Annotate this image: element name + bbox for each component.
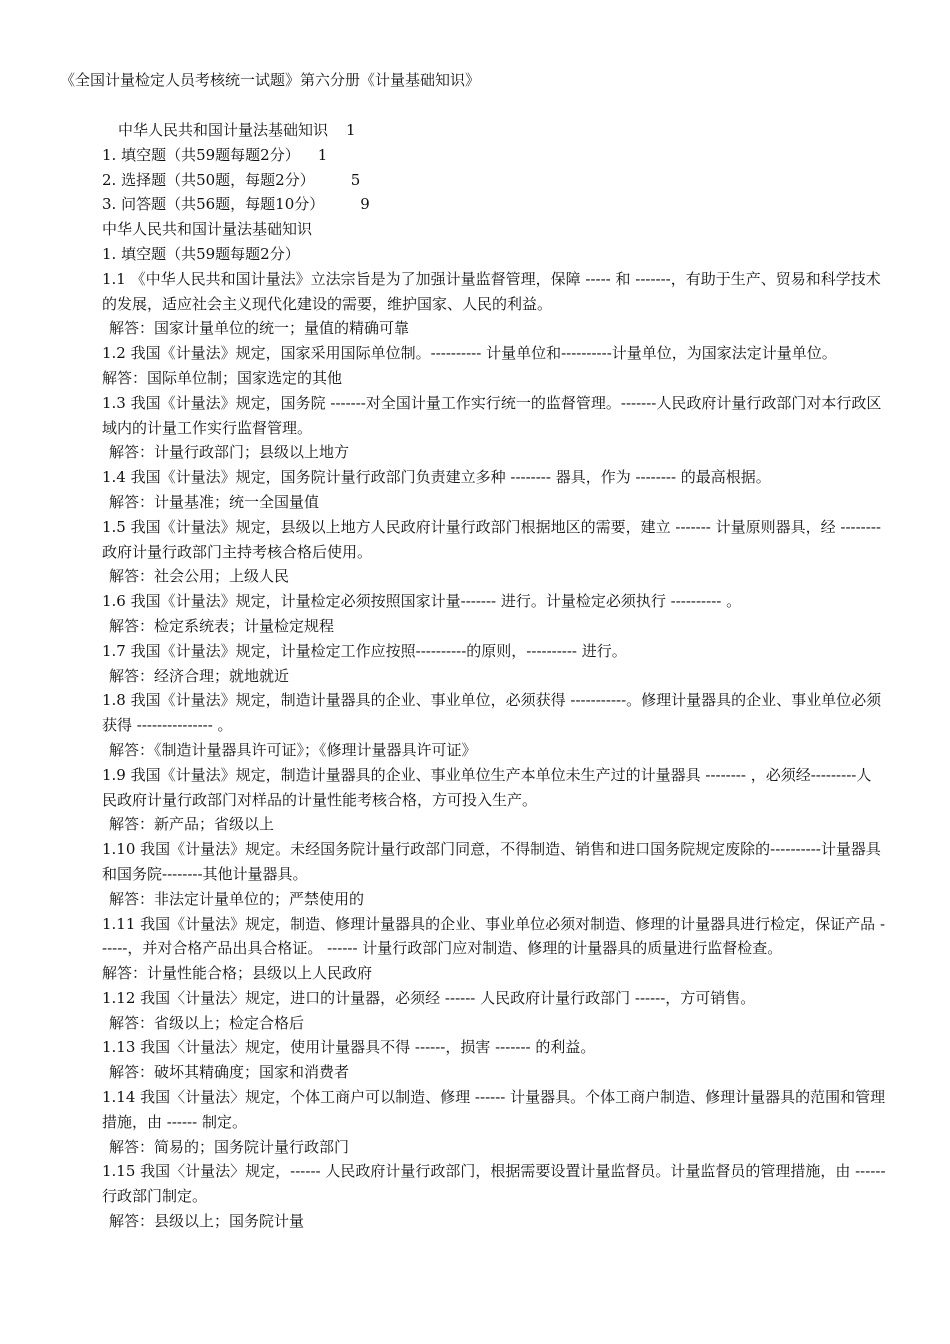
- question-text: 1.2 我国《计量法》规定，国家采用国际单位制。---------- 计量单位和----------计量单位，为国家法定计量单位。: [102, 344, 837, 363]
- document-title: 《全国计量检定人员考核统一试题》第六分册《计量基础知识》: [60, 71, 481, 89]
- toc-entry-page: 5: [350, 170, 361, 189]
- toc-entry-text: 1. 填空题（共59题每题2分）: [102, 145, 300, 164]
- toc-entry-text: 3. 问答题（共56题，每题10分）: [102, 195, 325, 214]
- answer-text: 解答：《制造计量器具许可证》；《修理计量器具许可证》: [109, 740, 477, 759]
- section-subheading: 1. 填空题（共59题每题2分）: [102, 244, 300, 263]
- question-text: 1.8 我国《计量法》规定，制造计量器具的企业、事业单位，必须获得 -----------。修理计量器具的企业、事业单位必须获得 --------------- 。: [102, 691, 882, 735]
- answer-text: 解答：检定系统表；计量检定规程: [109, 616, 335, 635]
- question-text: 1.6 我国《计量法》规定，计量检定必须按照国家计量------- 进行。计量检定必须执行 ---------- 。: [102, 592, 742, 611]
- answer-text: 解答：社会公用；上级人民: [109, 567, 290, 586]
- toc-entry-text: 中华人民共和国计量法基础知识: [118, 121, 329, 139]
- toc-entry[interactable]: [102, 192, 886, 217]
- toc-entry-page: 9: [360, 195, 370, 214]
- toc-entry[interactable]: [102, 118, 886, 143]
- question-text: 1.1 《中华人民共和国计量法》立法宗旨是为了加强计量监督管理，保障 ----- 和 -------，有助于生产、贸易和科学技术的发展，适应社会主义现代化建设的需要，维护国家、人民的利益。: [102, 269, 881, 313]
- question-text: 1.13 我国〈计量法〉规定，使用计量器具不得 ------，损害 ------- 的利益。: [102, 1038, 596, 1057]
- question-text: 1.9 我国《计量法》规定，制造计量器具的企业、事业单位生产本单位未生产过的计量器具 -------- ，必须经---------人民政府计量行政部门对样品的计量性能考核合格，方可投入生产。: [102, 765, 872, 809]
- question-text: 1.4 我国《计量法》规定，国务院计量行政部门负责建立多种 -------- 器具，作为 -------- 的最高根据。: [102, 468, 771, 487]
- answer-text: 解答：省级以上；检定合格后: [109, 1013, 305, 1032]
- answer-text: 解答：经济合理；就地就近: [109, 666, 290, 685]
- question-text: 1.14 我国〈计量法〉规定，个体工商户可以制造、修理 ------ 计量器具。个体工商户制造、修理计量器具的范围和管理措施，由 ------ 制定。: [102, 1088, 886, 1131]
- answer-text: 解答：非法定计量单位的；严禁使用的: [109, 889, 365, 908]
- question-text: 1.15 我国〈计量法〉规定，------ 人民政府计量行政部门，根据需要设置计量监督员。计量监督员的管理措施，由 ------ 行政部门制定。: [102, 1162, 886, 1206]
- answer-text: 解答：计量行政部门；县级以上地方: [109, 443, 350, 462]
- answer-text: 解答：国际单位制；国家选定的其他: [102, 368, 343, 387]
- toc-entry[interactable]: [102, 143, 886, 168]
- answer-text: 解答：简易的；国务院计量行政部门: [109, 1137, 350, 1156]
- answer-text: 解答：破坏其精确度；国家和消费者: [109, 1063, 350, 1082]
- question-text: 1.12 我国〈计量法〉规定，进口的计量器，必须经 ------ 人民政府计量行政部门 ------，方可销售。: [102, 988, 756, 1007]
- toc-entry-page: 1: [346, 121, 356, 139]
- answer-text: 解答：计量性能合格；县级以上人民政府: [102, 964, 373, 983]
- answer-text: 解答：县级以上；国务院计量: [109, 1212, 305, 1231]
- document-body: [102, 118, 886, 1234]
- question-text: 1.10 我国《计量法》规定。未经国务院计量行政部门同意，不得制造、销售和进口国务院规定废除的----------计量器具和国务院--------其他计量器具。: [102, 840, 881, 883]
- answer-text: 解答：新产品；省级以上: [109, 815, 275, 834]
- section-heading: 中华人民共和国计量法基础知识: [102, 220, 313, 239]
- question-text: 1.7 我国《计量法》规定，计量检定工作应按照----------的原则，---------- 进行。: [102, 641, 627, 660]
- answer-text: 解答：国家计量单位的统一；量值的精确可靠: [109, 319, 410, 338]
- question-text: 1.11 我国《计量法》规定，制造、修理计量器具的企业、事业单位必须对制造、修理的计量器具进行检定，保证产品 ------，并对合格产品出具合格证。 ------ 计量行政部门应对制造、修理的计量器具的质量进行监督检查。: [102, 914, 886, 958]
- toc-entry-page: 1: [317, 145, 328, 164]
- question-text: 1.3 我国《计量法》规定，国务院 -------对全国计量工作实行统一的监督管理。-------人民政府计量行政部门对本行政区域内的计量工作实行监督管理。: [102, 393, 882, 437]
- toc-entry[interactable]: [102, 168, 886, 193]
- answer-text: 解答：计量基准；统一全国量值: [109, 492, 320, 511]
- question-text: 1.5 我国《计量法》规定，县级以上地方人民政府计量行政部门根据地区的需要，建立 ------- 计量原则器具，经 -------- 政府计量行政部门主持考核合格后使用。: [102, 517, 881, 561]
- toc-entry-text: 2. 选择题（共50题，每题2分）: [102, 170, 315, 189]
